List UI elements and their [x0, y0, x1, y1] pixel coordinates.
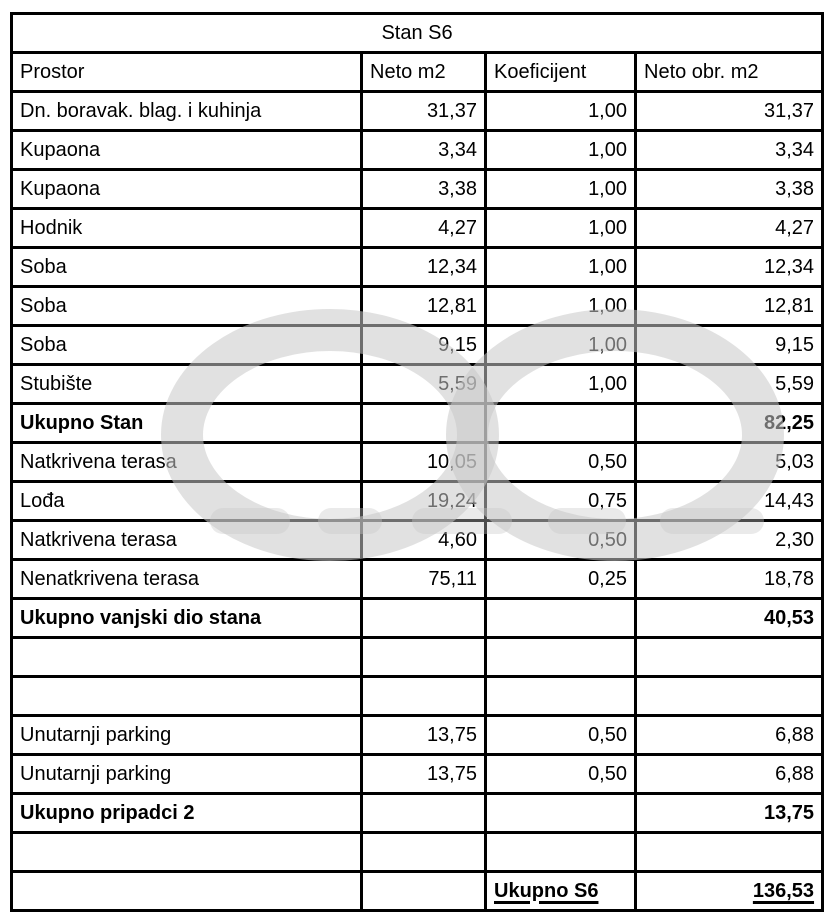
empty-cell — [12, 833, 362, 872]
table-row — [12, 287, 823, 326]
neto-m2-cell: 4,27 — [362, 209, 486, 248]
koeficijent-cell: 1,00 — [486, 248, 636, 287]
room-name-cell: Kupaona — [12, 170, 362, 209]
koeficijent-cell: 0,75 — [486, 482, 636, 521]
empty-cell — [362, 872, 486, 911]
room-name-cell: Stubište — [12, 365, 362, 404]
room-name-cell: Dn. boravak. blag. i kuhinja — [12, 92, 362, 131]
koeficijent-cell: 1,00 — [486, 131, 636, 170]
title-row — [12, 14, 823, 53]
koeficijent-cell: 0,50 — [486, 755, 636, 794]
table-row — [12, 365, 823, 404]
neto-m2-cell: 31,37 — [362, 92, 486, 131]
empty-cell — [362, 833, 486, 872]
empty-cell — [636, 638, 823, 677]
koeficijent-cell: 0,50 — [486, 521, 636, 560]
empty-cell — [486, 677, 636, 716]
neto-obr-cell: 12,34 — [636, 248, 823, 287]
table-row — [12, 248, 823, 287]
column-header-neto-obr-m2: Neto obr. m2 — [636, 53, 823, 92]
neto-m2-cell: 5,59 — [362, 365, 486, 404]
table-row — [12, 92, 823, 131]
koeficijent-cell: 1,00 — [486, 326, 636, 365]
neto-m2-cell: 13,75 — [362, 755, 486, 794]
table-row — [12, 716, 823, 755]
room-name-cell: Natkrivena terasa — [12, 443, 362, 482]
neto-m2-cell: 12,81 — [362, 287, 486, 326]
neto-obr-cell: 31,37 — [636, 92, 823, 131]
grand-total-label-cell: Ukupno S6 — [486, 872, 636, 911]
area-calculation-sheet — [10, 12, 824, 912]
table-row — [12, 443, 823, 482]
neto-obr-cell: 2,30 — [636, 521, 823, 560]
table-row — [12, 326, 823, 365]
table-row — [12, 482, 823, 521]
room-name-cell: Soba — [12, 248, 362, 287]
koeficijent-cell: 0,50 — [486, 443, 636, 482]
koeficijent-cell: 0,25 — [486, 560, 636, 599]
neto-obr-cell: 18,78 — [636, 560, 823, 599]
neto-obr-cell: 6,88 — [636, 716, 823, 755]
room-name-cell: Unutarnji parking — [12, 755, 362, 794]
neto-obr-cell: 4,27 — [636, 209, 823, 248]
grand-total-value-cell: 136,53 — [636, 872, 823, 911]
koeficijent-cell: 1,00 — [486, 92, 636, 131]
neto-m2-cell — [362, 794, 486, 833]
neto-m2-cell: 13,75 — [362, 716, 486, 755]
neto-obr-cell: 6,88 — [636, 755, 823, 794]
koeficijent-cell — [486, 794, 636, 833]
column-header-koeficijent: Koeficijent — [486, 53, 636, 92]
table-row — [12, 131, 823, 170]
neto-m2-cell: 75,11 — [362, 560, 486, 599]
neto-obr-cell: 5,03 — [636, 443, 823, 482]
koeficijent-cell: 1,00 — [486, 365, 636, 404]
empty-cell — [362, 638, 486, 677]
neto-obr-cell: 5,59 — [636, 365, 823, 404]
neto-m2-cell: 3,34 — [362, 131, 486, 170]
empty-cell — [636, 677, 823, 716]
room-name-cell: Soba — [12, 326, 362, 365]
empty-cell — [12, 638, 362, 677]
room-name-cell: Natkrivena terasa — [12, 521, 362, 560]
spacer-row — [12, 638, 823, 677]
spacer-row — [12, 833, 823, 872]
subtotal-label-cell: Ukupno Stan — [12, 404, 362, 443]
room-name-cell: Nenatkrivena terasa — [12, 560, 362, 599]
table-row — [12, 521, 823, 560]
empty-cell — [636, 833, 823, 872]
subtotal-row-vanjski — [12, 599, 823, 638]
subtotal-row-stan — [12, 404, 823, 443]
table-row — [12, 170, 823, 209]
subtotal-value-cell: 82,25 — [636, 404, 823, 443]
empty-cell — [12, 677, 362, 716]
subtotal-label-cell: Ukupno pripadci 2 — [12, 794, 362, 833]
subtotal-row-pripadci — [12, 794, 823, 833]
neto-m2-cell: 4,60 — [362, 521, 486, 560]
room-name-cell: Hodnik — [12, 209, 362, 248]
subtotal-value-cell: 13,75 — [636, 794, 823, 833]
neto-obr-cell: 9,15 — [636, 326, 823, 365]
neto-m2-cell: 3,38 — [362, 170, 486, 209]
room-name-cell: Lođa — [12, 482, 362, 521]
column-header-neto-m2: Neto m2 — [362, 53, 486, 92]
koeficijent-cell: 1,00 — [486, 287, 636, 326]
table-row — [12, 755, 823, 794]
neto-m2-cell: 12,34 — [362, 248, 486, 287]
empty-cell — [12, 872, 362, 911]
subtotal-label-cell: Ukupno vanjski dio stana — [12, 599, 362, 638]
neto-m2-cell: 9,15 — [362, 326, 486, 365]
table-row — [12, 209, 823, 248]
spacer-row — [12, 677, 823, 716]
room-name-cell: Unutarnji parking — [12, 716, 362, 755]
empty-cell — [362, 677, 486, 716]
room-name-cell: Soba — [12, 287, 362, 326]
table-row — [12, 560, 823, 599]
empty-cell — [486, 833, 636, 872]
area-table — [10, 12, 824, 912]
neto-obr-cell: 3,34 — [636, 131, 823, 170]
koeficijent-cell — [486, 404, 636, 443]
neto-obr-cell: 12,81 — [636, 287, 823, 326]
room-name-cell: Kupaona — [12, 131, 362, 170]
neto-obr-cell: 3,38 — [636, 170, 823, 209]
neto-m2-cell — [362, 404, 486, 443]
empty-cell — [486, 638, 636, 677]
neto-m2-cell — [362, 599, 486, 638]
koeficijent-cell: 1,00 — [486, 170, 636, 209]
neto-obr-cell: 14,43 — [636, 482, 823, 521]
neto-m2-cell: 10,05 — [362, 443, 486, 482]
header-row — [12, 53, 823, 92]
grand-total-row — [12, 872, 823, 911]
koeficijent-cell: 0,50 — [486, 716, 636, 755]
column-header-prostor: Prostor — [12, 53, 362, 92]
subtotal-value-cell: 40,53 — [636, 599, 823, 638]
table-title: Stan S6 — [12, 14, 823, 53]
neto-m2-cell: 19,24 — [362, 482, 486, 521]
koeficijent-cell — [486, 599, 636, 638]
koeficijent-cell: 1,00 — [486, 209, 636, 248]
